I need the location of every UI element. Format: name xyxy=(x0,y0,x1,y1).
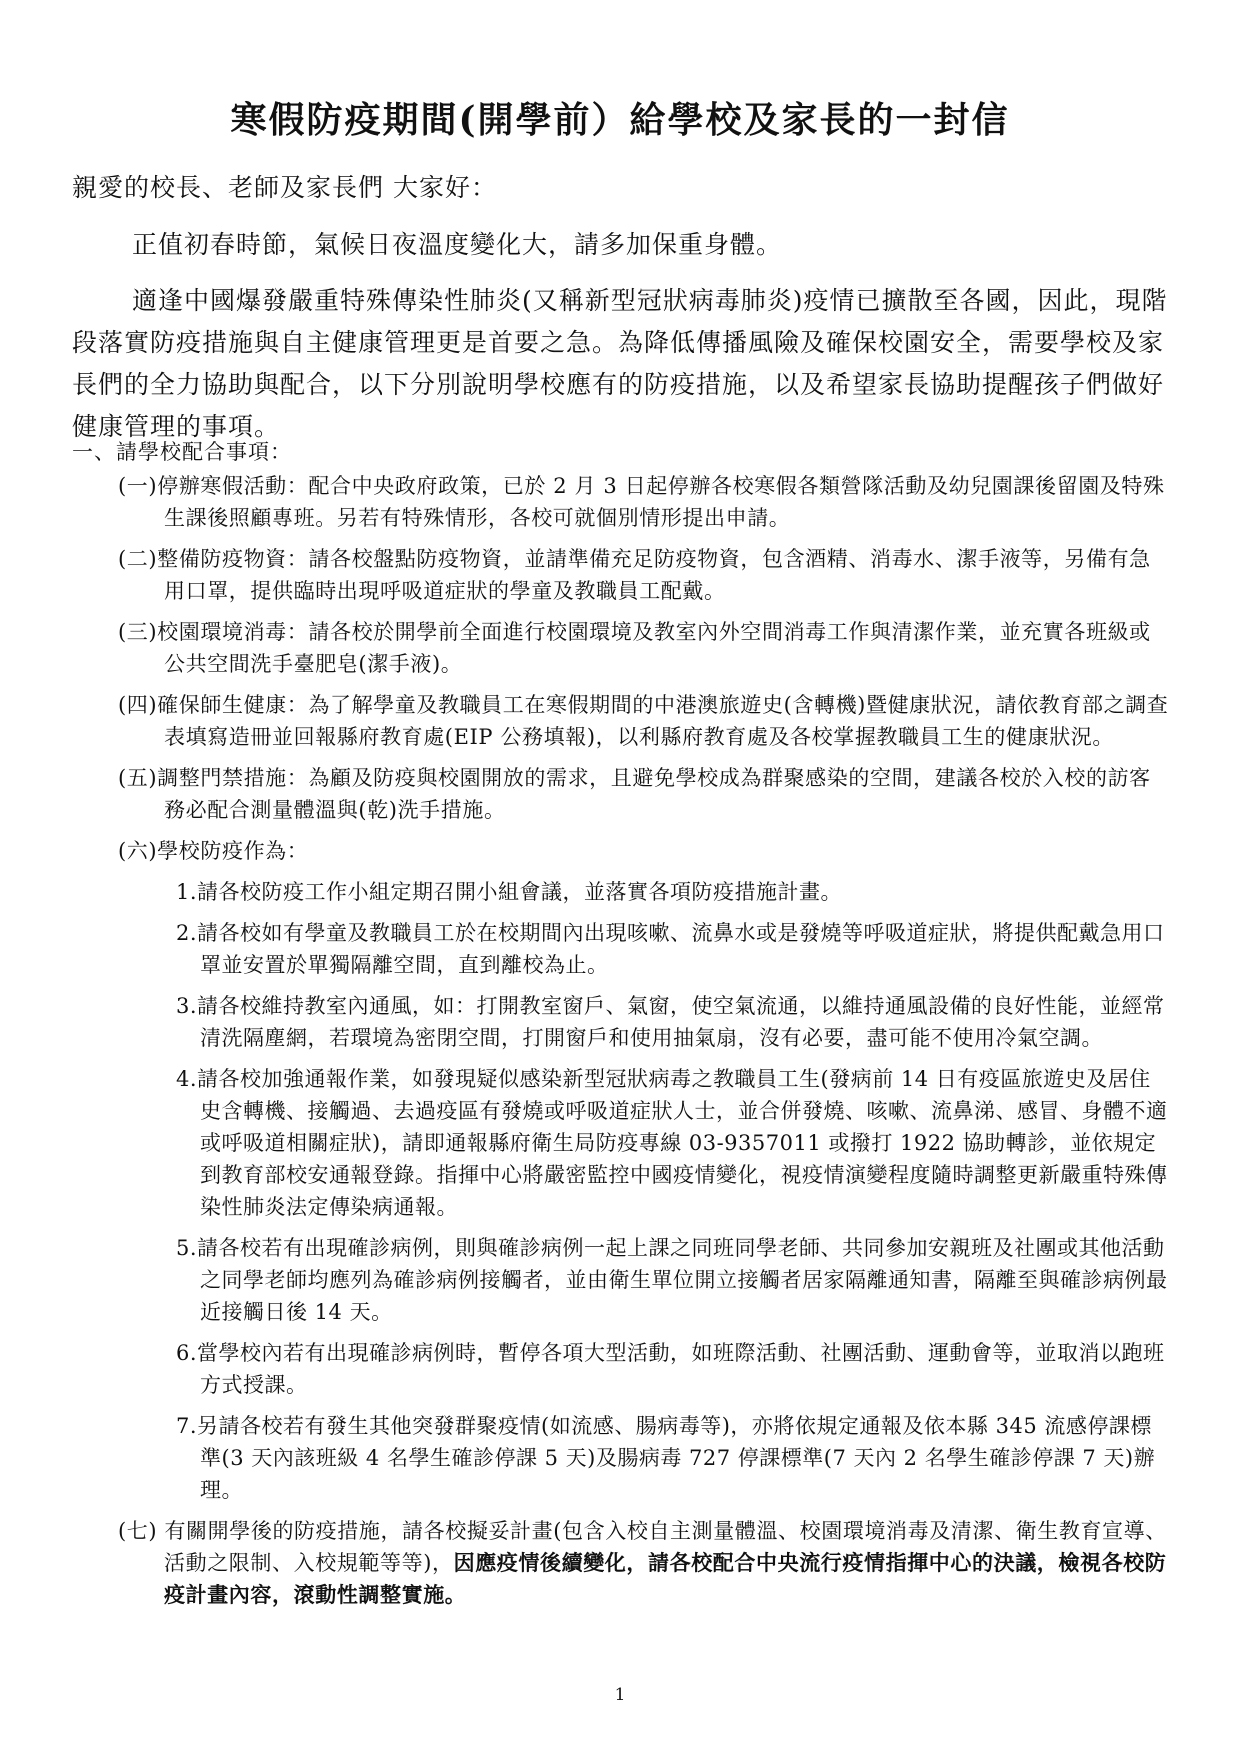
sub-list-item: 7.另請各校若有發生其他突發群聚疫情(如流感、腸病毒等)，亦將依規定通報及依本縣 345 流感停課標準(3 天內該班級 4 名學生確診停課 5 天)及腸病毒 727 停課標準(7 天內 2 名學生確診停課 7 天)辦理。 xyxy=(176,1414,1156,1502)
list-item: (二)整備防疫物資：請各校盤點防疫物資，並請準備充足防疫物資，包含酒精、消毒水、潔手液等，另備有急用口罩，提供臨時出現呼吸道症狀的學童及教職員工配戴。 xyxy=(118,547,1151,603)
sub-list-item: 6.當學校內若有出現確診病例時，暫停各項大型活動，如班際活動、社團活動、運動會等，並取消以跑班方式授課。 xyxy=(176,1341,1165,1397)
sub-list-item: 5.請各校若有出現確診病例，則與確診病例一起上課之同班同學老師、共同參加安親班及社團或其他活動之同學老師均應列為確診病例接觸者，並由衛生單位開立接觸者居家隔離通知書，隔離至與確診病例最近接觸日後 14 天。 xyxy=(176,1236,1168,1324)
list-item: (五)調整門禁措施：為顧及防疫與校園開放的需求，且避免學校成為群聚感染的空間，建議各校於入校的訪客務必配合測量體溫與(乾)洗手措施。 xyxy=(118,766,1151,822)
sub-list-item: 3.請各校維持教室內通風，如：打開教室窗戶、氣窗，使空氣流通，以維持通風設備的良好性能，並經常清洗隔塵網，若環境為密閉空間，打開窗戶和使用抽氣扇，沒有必要，盡可能不使用冷氣空調。 xyxy=(176,994,1165,1050)
list-item: (六)學校防疫作為： xyxy=(118,839,309,863)
list-item: (三)校園環境消毒：請各校於開學前全面進行校園環境及教室內外空間消毒工作與清潔作業，並充實各班級或公共空間洗手臺肥皂(潔手液)。 xyxy=(118,620,1151,676)
page-number: 1 xyxy=(614,1685,626,1705)
school-actions-list xyxy=(118,876,1170,1506)
school-measures-list xyxy=(118,470,1170,1620)
context-paragraph xyxy=(72,280,1172,448)
salutation: 親愛的校長、老師及家長們 大家好： xyxy=(72,173,497,202)
sub-list-item: 1.請各校防疫工作小組定期召開小組會議，並落實各項防疫措施計畫。 xyxy=(176,880,843,904)
list-item: (一)停辦寒假活動：配合中央政府政策，已於 2 月 3 日起停辦各校寒假各類營隊活動及幼兒園課後留園及特殊生課後照顧專班。另若有特殊情形，各校可就個別情形提出申請。 xyxy=(118,474,1165,530)
sub-list-item: 2.請各校如有學童及教職員工於在校期間內出現咳嗽、流鼻水或是發燒等呼吸道症狀，將提供配戴急用口罩並安置於單獨隔離空間，直到離校為止。 xyxy=(176,921,1165,977)
sub-list-item: 4.請各校加強通報作業，如發現疑似感染新型冠狀病毒之教職員工生(發病前 14 日有疫區旅遊史及居住史含轉機、接觸過、去過疫區有發燒或呼吸道症狀人士，並合併發燒、咳嗽、流鼻涕、感冒、身體不適或呼吸道相關症狀)，請即通報縣府衛生局防疫專線 03-9357011 或撥打 1922 協助轉診，並依規定到教育部校安通報登錄。指揮中心將嚴密監控中國疫情變化，視疫情演變程度隨時調整更新嚴重特殊傳染性肺炎法定傳染病通報。 xyxy=(176,1067,1168,1219)
intro-text: 正值初春時節，氣候日夜溫度變化大，請多加保重身體。 xyxy=(132,230,783,259)
item-seven-emphasis: 因應疫情後續變化，請各校配合中央流行疫情指揮中心的決議，檢視各校防疫計畫內容，滾動性調整實施。 xyxy=(164,1550,1167,1607)
document-title: 寒假防疫期間(開學前）給學校及家長的一封信 xyxy=(230,99,1010,141)
list-item: (四)確保師生健康：為了解學童及教職員工在寒假期間的中港澳旅遊史(含轉機)暨健康狀況，請依教育部之調查表填寫造冊並回報縣府教育處(EIP 公務填報)，以利縣府教育處及各校掌握教職員工生的健康狀況。 xyxy=(118,693,1169,749)
list-item xyxy=(118,1515,1170,1611)
section-heading: 一、請學校配合事項： xyxy=(72,440,292,464)
intro-paragraph xyxy=(72,224,1172,266)
context-text: 適逢中國爆發嚴重特殊傳染性肺炎(又稱新型冠狀病毒肺炎)疫情已擴散至各國，因此，現階段落實防疫措施與自主健康管理更是首要之急。為降低傳播風險及確保校園安全，需要學校及家長們的全力協助與配合，以下分別說明學校應有的防疫措施，以及希望家長協助提醒孩子們做好健康管理的事項。 xyxy=(72,286,1168,441)
item-seven-text: (七) 有關開學後的防疫措施，請各校擬妥計畫(包含入校自主測量體溫、校園環境消毒及清潔、衛生教育宣導、活動之限制、入校規範等等)， xyxy=(118,1519,1167,1575)
